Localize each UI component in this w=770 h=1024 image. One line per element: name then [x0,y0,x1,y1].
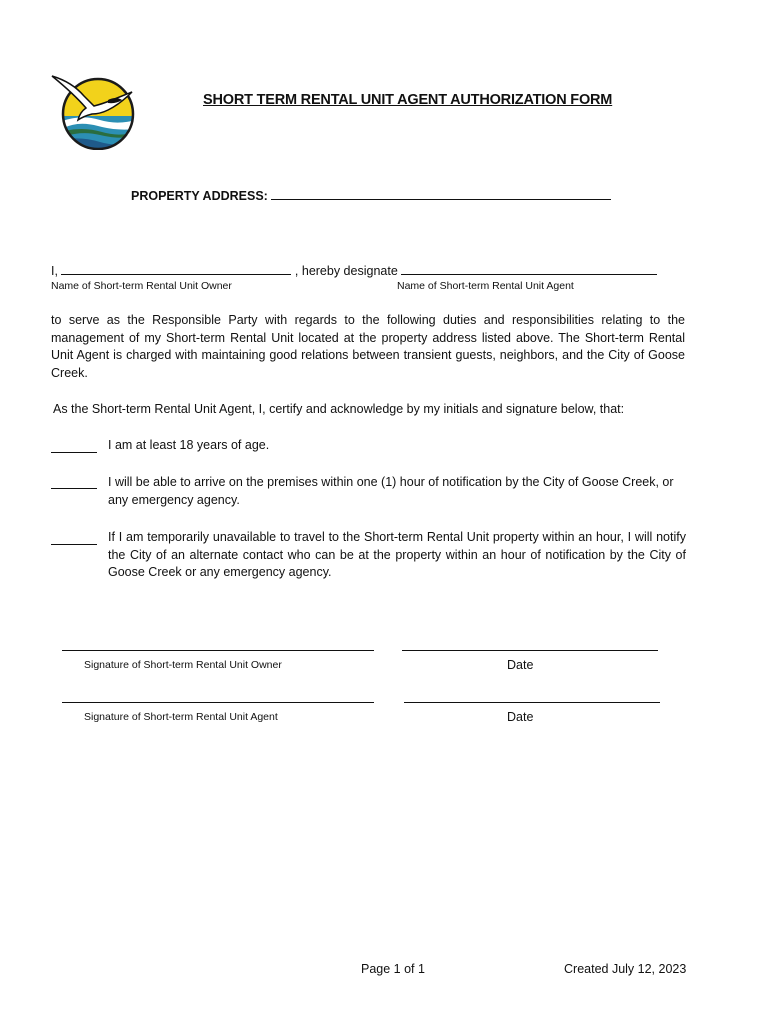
agent-name-caption: Name of Short-term Rental Unit Agent [397,280,574,292]
property-address-field[interactable] [271,187,611,200]
page-number: Page 1 of 1 [361,962,425,976]
intro-paragraph: to serve as the Responsible Party with regards to the following duties and responsibilities relating to the management of my Short-term Rental Unit located at the property address listed above. The Short-term Rental Unit Agent is charged with maintaining good relations between transient guests, neighbors, and the City of Goose Creek. [51,313,685,380]
item-2-text: I will be able to arrive on the premises within one (1) hour of notification by the City of Goose Creek, or any emergency agency. [108,475,674,507]
agent-date-label: Date [507,710,534,724]
form-title: SHORT TERM RENTAL UNIT AGENT AUTHORIZATION FORM [203,92,613,108]
agent-name-field[interactable] [401,262,657,275]
owner-date-label: Date [507,658,534,672]
created-date: Created July 12, 2023 [564,962,687,976]
agent-signature-line[interactable] [62,702,374,703]
owner-signature-label: Signature of Short-term Rental Unit Owner [84,659,282,671]
initial-field-3[interactable] [51,532,97,545]
designation-middle: , hereby designate [294,264,398,278]
owner-name-field[interactable] [61,262,291,275]
designation-prefix: I, [51,264,58,278]
item-1-text: I am at least 18 years of age. [108,438,270,452]
certify-statement: As the Short-term Rental Unit Agent, I, certify and acknowledge by my initials and signature below, that: [53,402,625,416]
owner-date-line[interactable] [402,650,658,651]
agent-date-line[interactable] [404,702,660,703]
initial-field-2[interactable] [51,476,97,489]
agent-signature-label: Signature of Short-term Rental Unit Agent [84,711,278,723]
owner-name-caption: Name of Short-term Rental Unit Owner [51,280,232,292]
initial-field-1[interactable] [51,440,97,453]
city-logo [50,70,140,150]
owner-signature-line[interactable] [62,650,374,651]
item-3-text: If I am temporarily unavailable to travel to the Short-term Rental Unit property within an hour, I will notify the City of an alternate contact who can be at the property within an hour of notification by the City of Goose Creek or any emergency agency. [108,530,686,579]
designation-row [51,262,657,278]
property-address-row [131,187,611,203]
property-address-label: PROPERTY ADDRESS: [131,189,268,203]
